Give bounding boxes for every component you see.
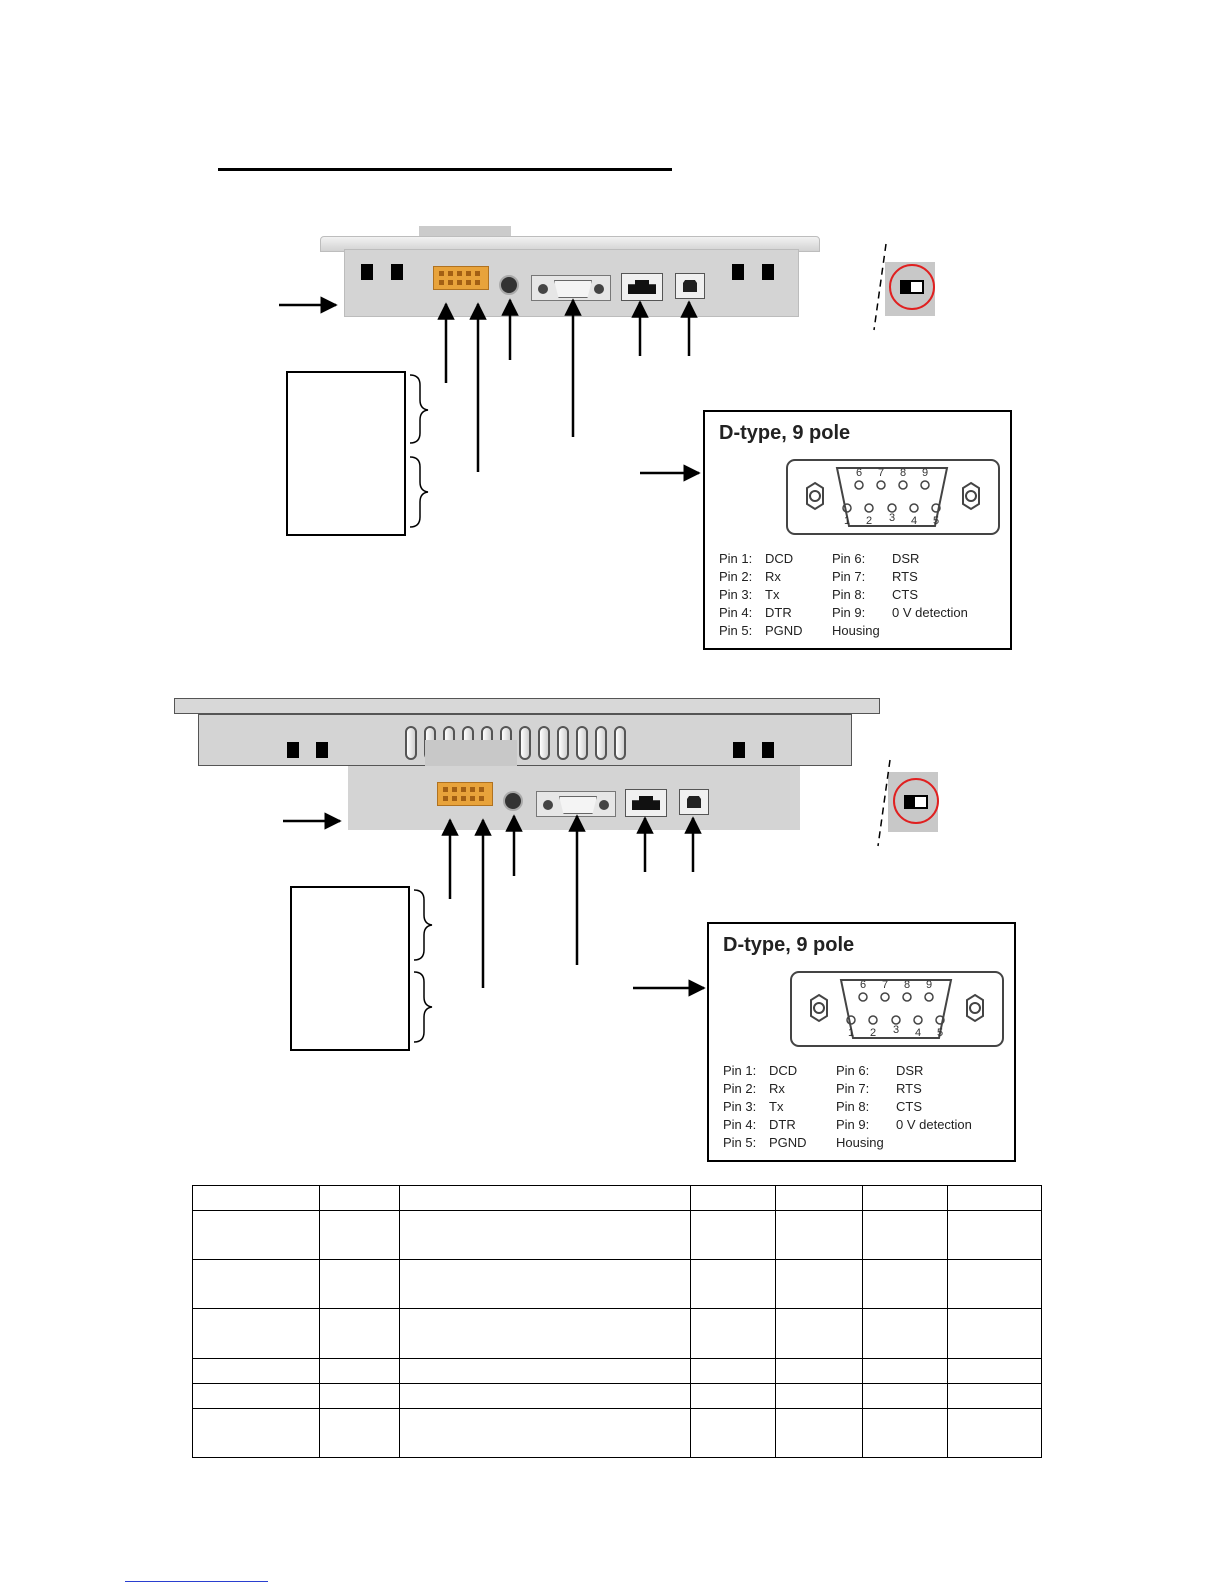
table-row (193, 1211, 1042, 1260)
pin-label: 2 (869, 1027, 877, 1039)
pin-label: 5 (932, 515, 940, 527)
pinout-row: Pin 2: Rx Pin 7: RTS (723, 1081, 922, 1096)
pinout-row: Pin 3: Tx Pin 8: CTS (719, 587, 918, 602)
table-row (193, 1359, 1042, 1384)
pinout-row: Pin 2: Rx Pin 7: RTS (719, 569, 918, 584)
pin-label: 3 (892, 1024, 900, 1036)
pin-label: 1 (843, 515, 851, 527)
pinout-row: Pin 4: DTR Pin 9: 0 V detection (719, 605, 968, 620)
spec-table (192, 1185, 1042, 1458)
pin-label: 9 (921, 467, 929, 479)
pin-label: 8 (903, 979, 911, 991)
dtype-title: D-type, 9 pole (723, 934, 855, 956)
pin-label: 9 (925, 979, 933, 991)
table-row (193, 1186, 1042, 1211)
dtype-title: D-type, 9 pole (719, 422, 851, 444)
pinout-row: Pin 1: DCD Pin 6: DSR (723, 1063, 924, 1078)
pin-label: 3 (888, 512, 896, 524)
pin-label: 4 (910, 515, 918, 527)
pinout-row: Pin 1: DCD Pin 6: DSR (719, 551, 920, 566)
pinout-list (723, 1062, 972, 1152)
pin-label: 7 (881, 979, 889, 991)
footnote-rule (125, 1581, 268, 1582)
pin-label: 8 (899, 467, 907, 479)
pinout-row: Pin 4: DTR Pin 9: 0 V detection (723, 1117, 972, 1132)
table-row (193, 1309, 1042, 1359)
pinout-row: Pin 3: Tx Pin 8: CTS (723, 1099, 922, 1114)
pinout-row: Pin 5: PGND Housing (719, 623, 880, 638)
table-row (193, 1384, 1042, 1409)
pin-label: 4 (914, 1027, 922, 1039)
pin-label: 6 (855, 467, 863, 479)
pin-label: 5 (936, 1027, 944, 1039)
pinout-row: Pin 5: PGND Housing (723, 1135, 884, 1150)
pin-label: 2 (865, 515, 873, 527)
pin-label: 7 (877, 467, 885, 479)
dtype-pinout-box (703, 410, 1012, 650)
pinout-list (719, 550, 968, 640)
dsub9-connector-drawing (789, 970, 1009, 1048)
dtype-pinout-box (707, 922, 1016, 1162)
dsub9-connector-drawing (785, 458, 1005, 536)
pin-label: 1 (847, 1027, 855, 1039)
pin-label: 6 (859, 979, 867, 991)
table-row (193, 1260, 1042, 1309)
table-row (193, 1409, 1042, 1458)
